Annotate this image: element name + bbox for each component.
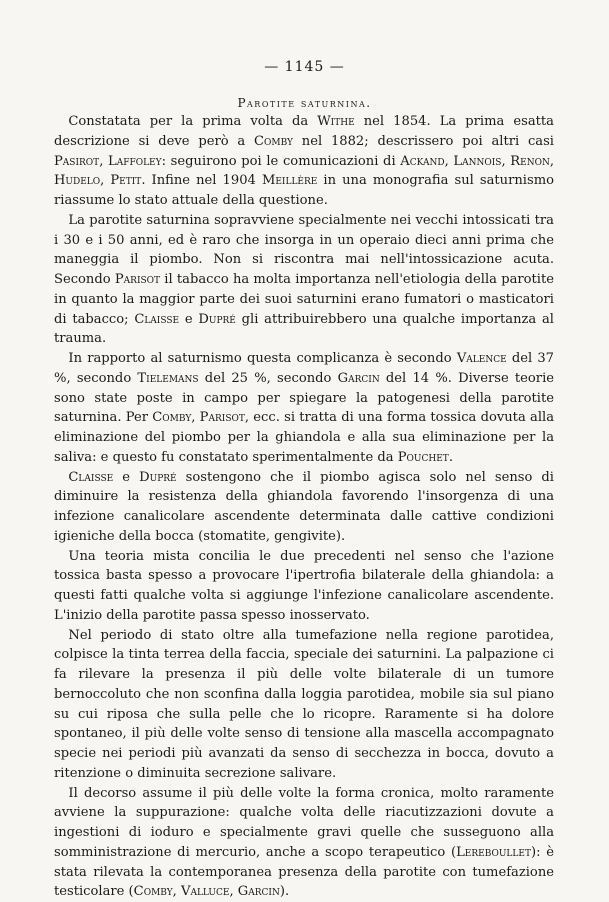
author-name: Claisse [134, 312, 179, 327]
text-segment: nel 1854. La prima esatta descrizione si deve però a [54, 114, 554, 149]
text-segment: gli attribuirebbero una qualche importanza al trauma. [54, 312, 554, 347]
paragraph [54, 547, 554, 626]
section-title: Parotite saturnina. [0, 96, 609, 110]
paragraph [54, 626, 554, 784]
paragraph [54, 349, 554, 468]
paragraph [54, 112, 554, 211]
author-name: Pasirot, Laffoley [54, 154, 162, 169]
text-segment: Una teoria mista concilia le due precedenti nel senso che l'azione tossica basta spesso a provocare l'ipertrofia bilaterale della ghiandola: a questi fatti qualche volta si aggiunge l'infezione canalicolare ascendente. L'inizio della parotite passa spesso inosservato. [54, 549, 554, 623]
author-name: Valence [457, 351, 507, 366]
text-segment: Constatata per la prima volta da [68, 114, 317, 129]
text-segment: del 37 %, secondo [54, 351, 554, 386]
text-segment: In rapporto al saturnismo questa complicanza è secondo [68, 351, 456, 366]
author-name: Parisot [115, 272, 160, 287]
text-segment: . Infine nel 1904 [141, 173, 262, 188]
text-segment: del 14 %. Diverse teorie sono state poste in campo per spiegare la patogenesi della parotite saturnina. Per [54, 371, 554, 426]
text-segment: ). [280, 884, 289, 899]
author-name: Comby [254, 134, 293, 149]
author-name: Meillère [262, 173, 317, 188]
paragraph [54, 211, 554, 349]
text-segment: : seguirono poi le comunicazioni di [162, 154, 401, 169]
text-segment: ): è stata rilevata la contemporanea presenza della parotite con tumefazione testicolare ( [54, 845, 554, 900]
author-name: Ackand, Lannois, Renon, Hudelo, Petit [54, 154, 554, 189]
author-name: Tielemans [137, 371, 198, 386]
page-number: — 1145 — [0, 59, 609, 75]
author-name: Comby, Valluce, Garcin [134, 884, 280, 899]
text-segment: Nel periodo di stato oltre alla tumefazione nella regione parotidea, colpisce la tinta terrea della faccia, speciale dei saturnini. La palpazione ci fa rilevare la presenza il più delle volte bilaterale di un tumore bernoccoluto che non sconfina dalla loggia parotidea, mobile sia sul piano su cui riposa che sulla pelle che lo ricopre. Raramente si ha dolore spontaneo, il più delle volte senso di tensione alla mascella accompagnato specie nei periodi più avanzati da senso di secchezza in bocca, dovuto a ritenzione o diminuita secrezione salivare. [54, 628, 554, 781]
author-name: Garcin [338, 371, 380, 386]
text-segment: e [113, 470, 139, 485]
author-name: Claisse [68, 470, 113, 485]
text-segment: nel 1882; descrissero poi altri casi [293, 134, 554, 149]
text-segment: Il decorso assume il più delle volte la forma cronica, molto raramente avviene la suppurazione: qualche volta delle riacutizzazioni dovute a ingestioni di ioduro e specialmente gravi quelle che susseguono alla somministrazione di mercurio, anche a scopo terapeutico ( [54, 786, 554, 860]
author-name: Dupré [139, 470, 177, 485]
text-segment: il tabacco ha molta importanza nell'etiologia della parotite in quanto la maggior parte dei suoi saturnini erano fumatori o masticatori di tabacco; [54, 272, 554, 327]
author-name: Pouchet [398, 450, 449, 465]
text-segment: . [449, 450, 453, 465]
body-text [54, 112, 554, 902]
text-segment: sostengono che il piombo agisca solo nel senso di diminuire la resistenza della ghiandola favorendo l'insorgenza di una infezione canalicolare ascendente determinata dalle cattive condizioni igieniche della bocca (stomatite, gengivite). [54, 470, 554, 544]
paragraph [54, 784, 554, 902]
text-segment: del 25 %, secondo [199, 371, 338, 386]
author-name: Lereboullet [456, 845, 531, 860]
text-segment: e [179, 312, 198, 327]
paragraph [54, 468, 554, 547]
author-name: Withe [317, 114, 354, 129]
author-name: Comby, Parisot [152, 410, 245, 425]
author-name: Dupré [198, 312, 236, 327]
text-segment: La parotite saturnina sopravviene specialmente nei vecchi intossicati tra i 30 e i 50 anni, ed è raro che insorga in un operaio dieci anni prima che maneggia il piombo. Non si riscontra mai nell'intossicazione acuta. Secondo [54, 213, 554, 287]
text-segment: , ecc. si tratta di una forma tossica dovuta alla eliminazione del piombo per la ghiandola e alla sua eliminazione per la saliva: e questo fu constatato sperimentalmente da [54, 410, 554, 465]
text-segment: in una monografia sul saturnismo riassume lo stato attuale della questione. [54, 173, 554, 208]
